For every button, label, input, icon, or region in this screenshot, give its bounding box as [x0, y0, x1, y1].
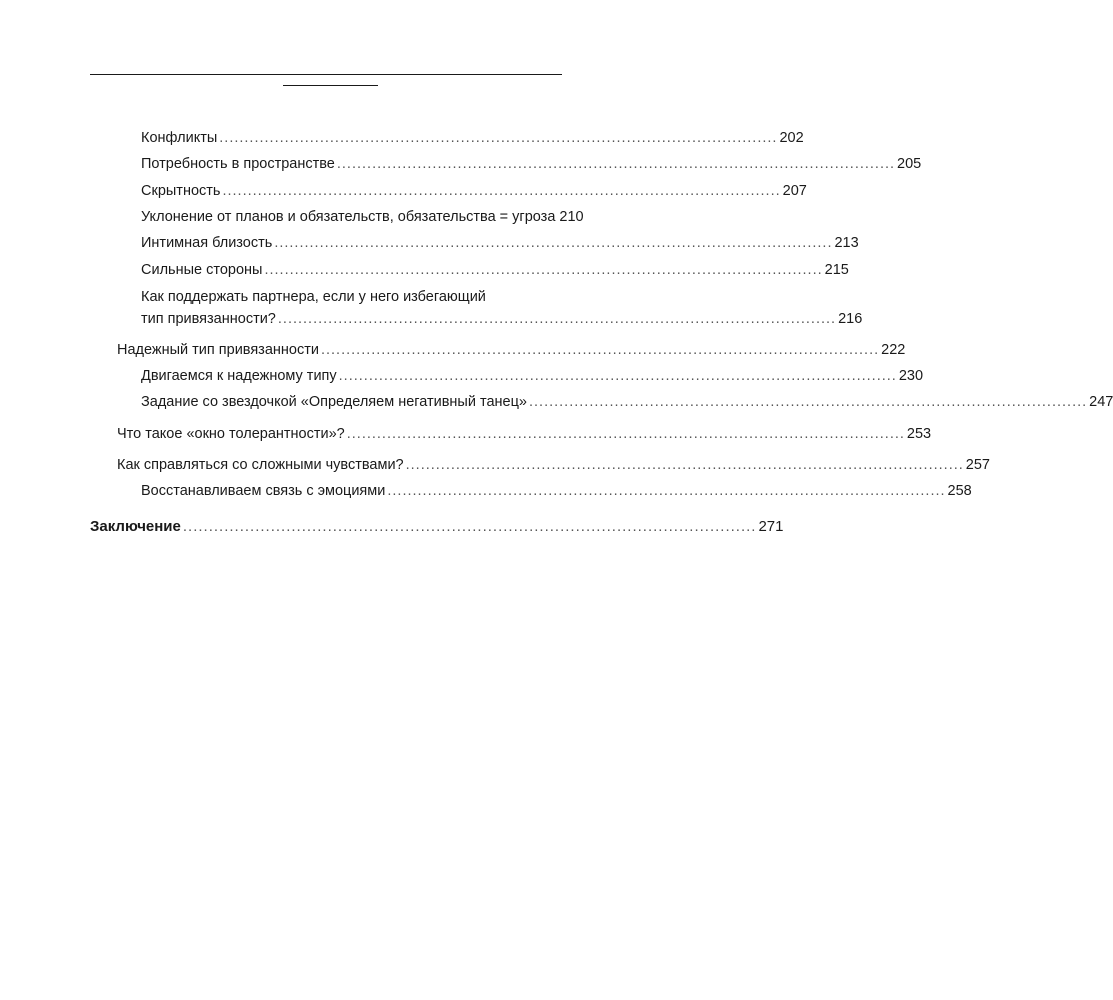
toc-entry-page: 230: [898, 368, 924, 384]
dot-leader: ...............................................................................................................: [182, 518, 757, 535]
toc-entry-page: 258: [947, 483, 972, 499]
toc-entry[interactable]: [141, 182, 807, 200]
dot-leader: ...............................................................................................................: [219, 130, 778, 146]
header-rule: [90, 74, 562, 75]
toc-entry[interactable]: [141, 261, 849, 279]
toc-entry-title: Что такое «окно толерантности»?: [117, 426, 345, 442]
dot-leader: ...............................................................................................................: [336, 156, 896, 172]
toc-entry-title: Заключение: [90, 518, 181, 535]
toc-entry[interactable]: [141, 288, 863, 328]
toc-entry-page: 271: [758, 518, 784, 535]
toc-entry-conclusion[interactable]: [90, 518, 784, 536]
toc-entry-title-line1: Как поддержать партнера, если у него избегающий: [141, 289, 486, 305]
toc-entry-page: 215: [824, 262, 849, 278]
toc-entry-page: 247: [1089, 394, 1113, 410]
dot-leader: ...............................................................................................................: [320, 342, 880, 358]
toc-entry[interactable]: [141, 208, 584, 226]
dot-leader: ...............................................................................................................: [346, 426, 905, 442]
toc-entry-page: 207: [782, 183, 807, 199]
dot-leader: ...............................................................................................................: [264, 262, 823, 278]
toc-entry-title: Скрытность: [141, 183, 221, 199]
toc-entry-title: Надежный тип привязанности: [117, 342, 319, 358]
toc-entry[interactable]: [117, 425, 932, 443]
dot-leader: ...............................................................................................................: [528, 394, 1088, 410]
toc-entry[interactable]: [141, 482, 972, 500]
toc-entry-page: 216: [838, 311, 863, 327]
toc-entry[interactable]: [117, 456, 990, 474]
dot-leader: ...............................................................................................................: [405, 457, 964, 473]
toc-entry-title-line2: тип привязанности?: [141, 311, 276, 327]
toc-entry-title: Как справляться со сложными чувствами?: [117, 457, 404, 473]
toc-entry[interactable]: [141, 367, 924, 385]
toc-entry[interactable]: [141, 234, 859, 252]
header-short-rule: [283, 85, 378, 86]
toc-entry-title: Конфликты: [141, 130, 218, 146]
toc-entry[interactable]: [117, 341, 906, 359]
toc-entry-title: Сильные стороны: [141, 262, 263, 278]
dot-leader: ...............................................................................................................: [387, 483, 946, 499]
toc-entry-page: 253: [906, 426, 932, 442]
toc-entry[interactable]: [141, 155, 922, 173]
toc-entry-title: Двигаемся к надежному типу: [141, 368, 337, 384]
dot-leader: ...............................................................................................................: [277, 311, 837, 327]
toc-entry[interactable]: [141, 129, 804, 147]
toc-entry-title: Восстанавливаем связь с эмоциями: [141, 483, 386, 499]
dot-leader: ...............................................................................................................: [222, 183, 781, 199]
dot-leader: ...............................................................................................................: [274, 235, 833, 251]
toc-entry-title: Задание со звездочкой «Определяем негативный танец»: [141, 394, 527, 410]
toc-entry-page: 202: [779, 130, 804, 146]
toc-entry-title: Уклонение от планов и обязательств, обязательства = угроза: [141, 209, 556, 225]
toc-entry-page: 257: [965, 457, 990, 473]
toc-entry[interactable]: [141, 393, 1113, 411]
toc-entry-title: Потребность в пространстве: [141, 156, 335, 172]
toc-entry-page: 205: [897, 156, 922, 172]
dot-leader: ...............................................................................................................: [338, 368, 897, 384]
toc-entry-page: 213: [834, 235, 859, 251]
toc-entry-title: Интимная близость: [141, 235, 273, 251]
toc-entry-page: 210: [559, 209, 584, 225]
toc-entry-page: 222: [881, 342, 906, 358]
